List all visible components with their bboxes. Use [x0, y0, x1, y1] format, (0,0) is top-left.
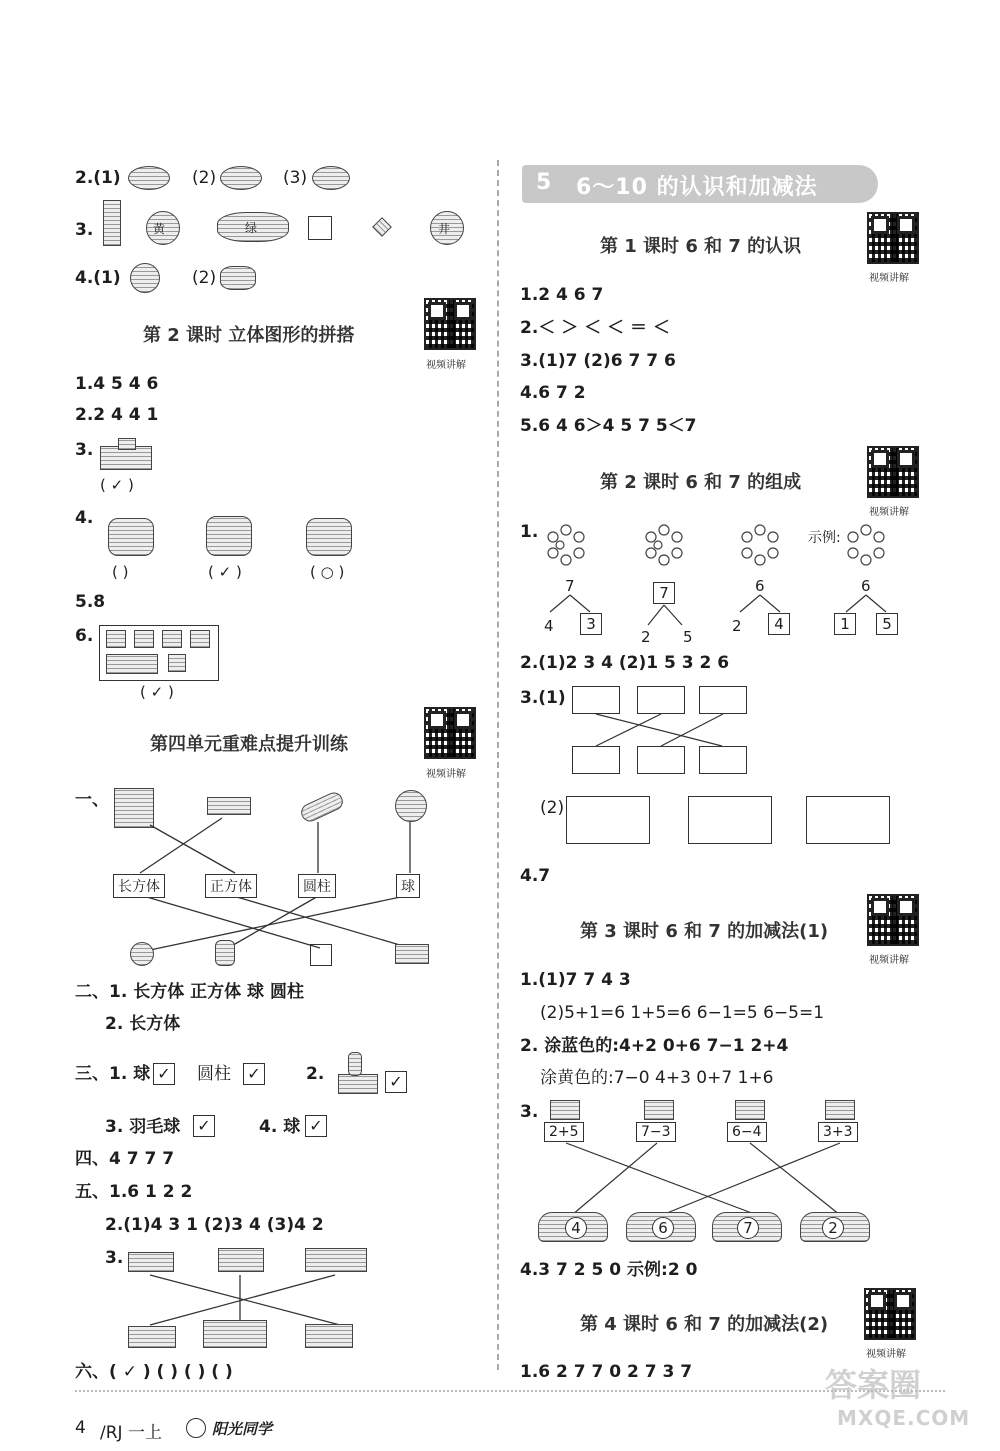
watermark-line2: MXQE.COM — [837, 1406, 971, 1430]
qr-caption: 视频讲解 — [426, 360, 466, 371]
right-d1a: 1.(1)7 7 4 3 — [520, 970, 631, 990]
left-a5: 5.8 — [75, 592, 106, 612]
right-c4: 4.7 — [520, 866, 551, 886]
lesson3-title: 第 3 课时 6 和 7 的加减法(1) — [580, 921, 829, 942]
check-box: ✓ — [153, 1063, 175, 1085]
comp2-right: 5 — [683, 628, 693, 646]
left-q2-3: (3) — [283, 168, 308, 188]
a4-mark-3: ( ○ ) — [310, 563, 345, 581]
series-label: /RJ 一上 — [100, 1423, 162, 1443]
example-label: 示例: — [808, 530, 841, 546]
right-r1: 1.2 4 6 7 — [520, 285, 604, 305]
qr-caption: 视频讲解 — [426, 769, 466, 780]
left-san4: 4. 球 — [259, 1117, 301, 1137]
car-number-4: 2 — [822, 1217, 844, 1239]
left-a4: 4. — [75, 508, 94, 528]
qr-caption: 视频讲解 — [866, 1349, 906, 1360]
comp3-right: 4 — [768, 613, 790, 635]
check-box: ✓ — [243, 1063, 265, 1085]
lesson4-title: 第 4 课时 6 和 7 的加减法(2) — [580, 1314, 829, 1335]
left-a2: 2.2 4 4 1 — [75, 405, 159, 425]
label-cube: 正方体 — [205, 874, 257, 898]
left-san1b: 圆柱 — [197, 1064, 231, 1084]
right-d1b: (2)5+1=6 1+5=6 6−1=5 6−5=1 — [540, 1003, 825, 1023]
unit5-title: 6～10 的认识和加减法 — [576, 175, 818, 200]
left-wu1: 五、1.6 1 2 2 — [75, 1182, 193, 1202]
expr-box-1: 2+5 — [544, 1122, 584, 1142]
left-q4-2: (2) — [192, 268, 217, 288]
right-c2: 2.(1)2 3 4 (2)1 5 3 2 6 — [520, 653, 730, 673]
lesson2-title: 第 2 课时 立体图形的拼搭 — [143, 325, 355, 346]
watermark-line1: 答案圈 — [825, 1366, 922, 1404]
expr-box-4: 3+3 — [818, 1122, 858, 1142]
watermark — [815, 1360, 990, 1440]
right-e1: 1.6 2 7 7 0 2 7 3 7 — [520, 1362, 693, 1382]
ball-label-well: 井 — [438, 222, 451, 236]
comp1-top: 7 — [565, 577, 575, 595]
check-box: ✓ — [385, 1071, 407, 1093]
left-wu3: 3. — [105, 1248, 124, 1268]
comp4-left: 1 — [834, 613, 856, 635]
expr-box-3: 6−4 — [727, 1122, 767, 1142]
unit4-title: 第四单元重难点提升训练 — [150, 734, 348, 755]
right-c3-2: (2) — [540, 798, 565, 818]
comp4-top: 6 — [861, 577, 871, 595]
ball-label-yellow: 黄 — [153, 222, 166, 236]
sun-logo-icon — [186, 1418, 206, 1438]
comp3-top: 6 — [755, 577, 765, 595]
lesson2-comp-title: 第 2 课时 6 和 7 的组成 — [600, 472, 802, 493]
right-c3: 3.(1) — [520, 688, 566, 708]
left-san1a: 三、1. 球 — [75, 1064, 151, 1084]
label-cuboid: 长方体 — [113, 874, 165, 898]
footer-rule — [75, 1390, 945, 1392]
label-cylinder: 圆柱 — [298, 874, 336, 898]
left-liu: 六、( ✓ ) ( ) ( ) ( ) — [75, 1362, 233, 1382]
comp1-left: 4 — [544, 617, 554, 635]
check-box: ✓ — [305, 1115, 327, 1137]
right-c1: 1. — [520, 522, 539, 542]
left-a3: 3. — [75, 440, 94, 460]
left-san2: 2. — [306, 1064, 325, 1084]
left-san3a: 3. 羽毛球 — [105, 1117, 181, 1137]
right-r3: 3.(1)7 (2)6 7 7 6 — [520, 351, 676, 371]
left-q2: 2.(1) — [75, 168, 121, 188]
right-r2: 2.＜ ＞ ＜ ＜ ＝ ＜ — [520, 318, 670, 338]
qr-caption: 视频讲解 — [869, 507, 909, 518]
unit5-number: 5 — [536, 170, 553, 195]
expr-box-2: 7−3 — [636, 1122, 676, 1142]
left-er2: 2. 长方体 — [105, 1014, 181, 1034]
comp3-left: 2 — [732, 617, 742, 635]
left-er1: 二、1. 长方体 正方体 球 圆柱 — [75, 982, 304, 1002]
left-a1: 1.4 5 4 6 — [75, 374, 159, 394]
qr-code-icon[interactable] — [864, 1288, 916, 1340]
left-si: 四、4 7 7 7 — [75, 1149, 175, 1169]
label-sphere: 球 — [396, 874, 420, 898]
comp1-right: 3 — [580, 613, 602, 635]
comp2-top: 7 — [653, 582, 675, 604]
lesson1-title: 第 1 课时 6 和 7 的认识 — [600, 236, 802, 257]
left-wu2: 2.(1)4 3 1 (2)3 4 (3)4 2 — [105, 1215, 324, 1235]
right-d2b: 涂黄色的:7−0 4+3 0+7 1+6 — [540, 1068, 774, 1088]
a4-mark-1: ( ) — [112, 563, 129, 581]
right-r5: 5.6 4 6＞4 5 7 5＜7 — [520, 416, 697, 436]
right-d3: 3. — [520, 1102, 539, 1122]
left-yi: 一、 — [75, 790, 109, 810]
qr-caption: 视频讲解 — [869, 273, 909, 284]
qr-caption: 视频讲解 — [869, 955, 909, 966]
a4-mark-2: ( ✓ ) — [208, 563, 242, 581]
comp4-right: 5 — [876, 613, 898, 635]
right-r4: 4.6 7 2 — [520, 383, 586, 403]
left-q2-2: (2) — [192, 168, 217, 188]
car-number-2: 6 — [652, 1217, 674, 1239]
a3-answer-mark: ( ✓ ) — [100, 476, 134, 494]
page-number: 4 — [75, 1418, 86, 1438]
left-q3: 3. — [75, 220, 94, 240]
a6-answer-mark: ( ✓ ) — [140, 683, 174, 701]
left-q4: 4.(1) — [75, 268, 121, 288]
cylinder-label-green: 绿 — [245, 221, 258, 235]
brand-name: 阳光同学 — [212, 1420, 273, 1438]
right-d2a: 2. 涂蓝色的:4+2 0+6 7−1 2+4 — [520, 1036, 789, 1056]
left-a6: 6. — [75, 626, 94, 646]
comp2-left: 2 — [641, 628, 651, 646]
car-number-1: 4 — [565, 1217, 587, 1239]
car-number-3: 7 — [737, 1217, 759, 1239]
check-box: ✓ — [193, 1115, 215, 1137]
right-d4: 4.3 7 2 5 0 示例:2 0 — [520, 1260, 698, 1280]
